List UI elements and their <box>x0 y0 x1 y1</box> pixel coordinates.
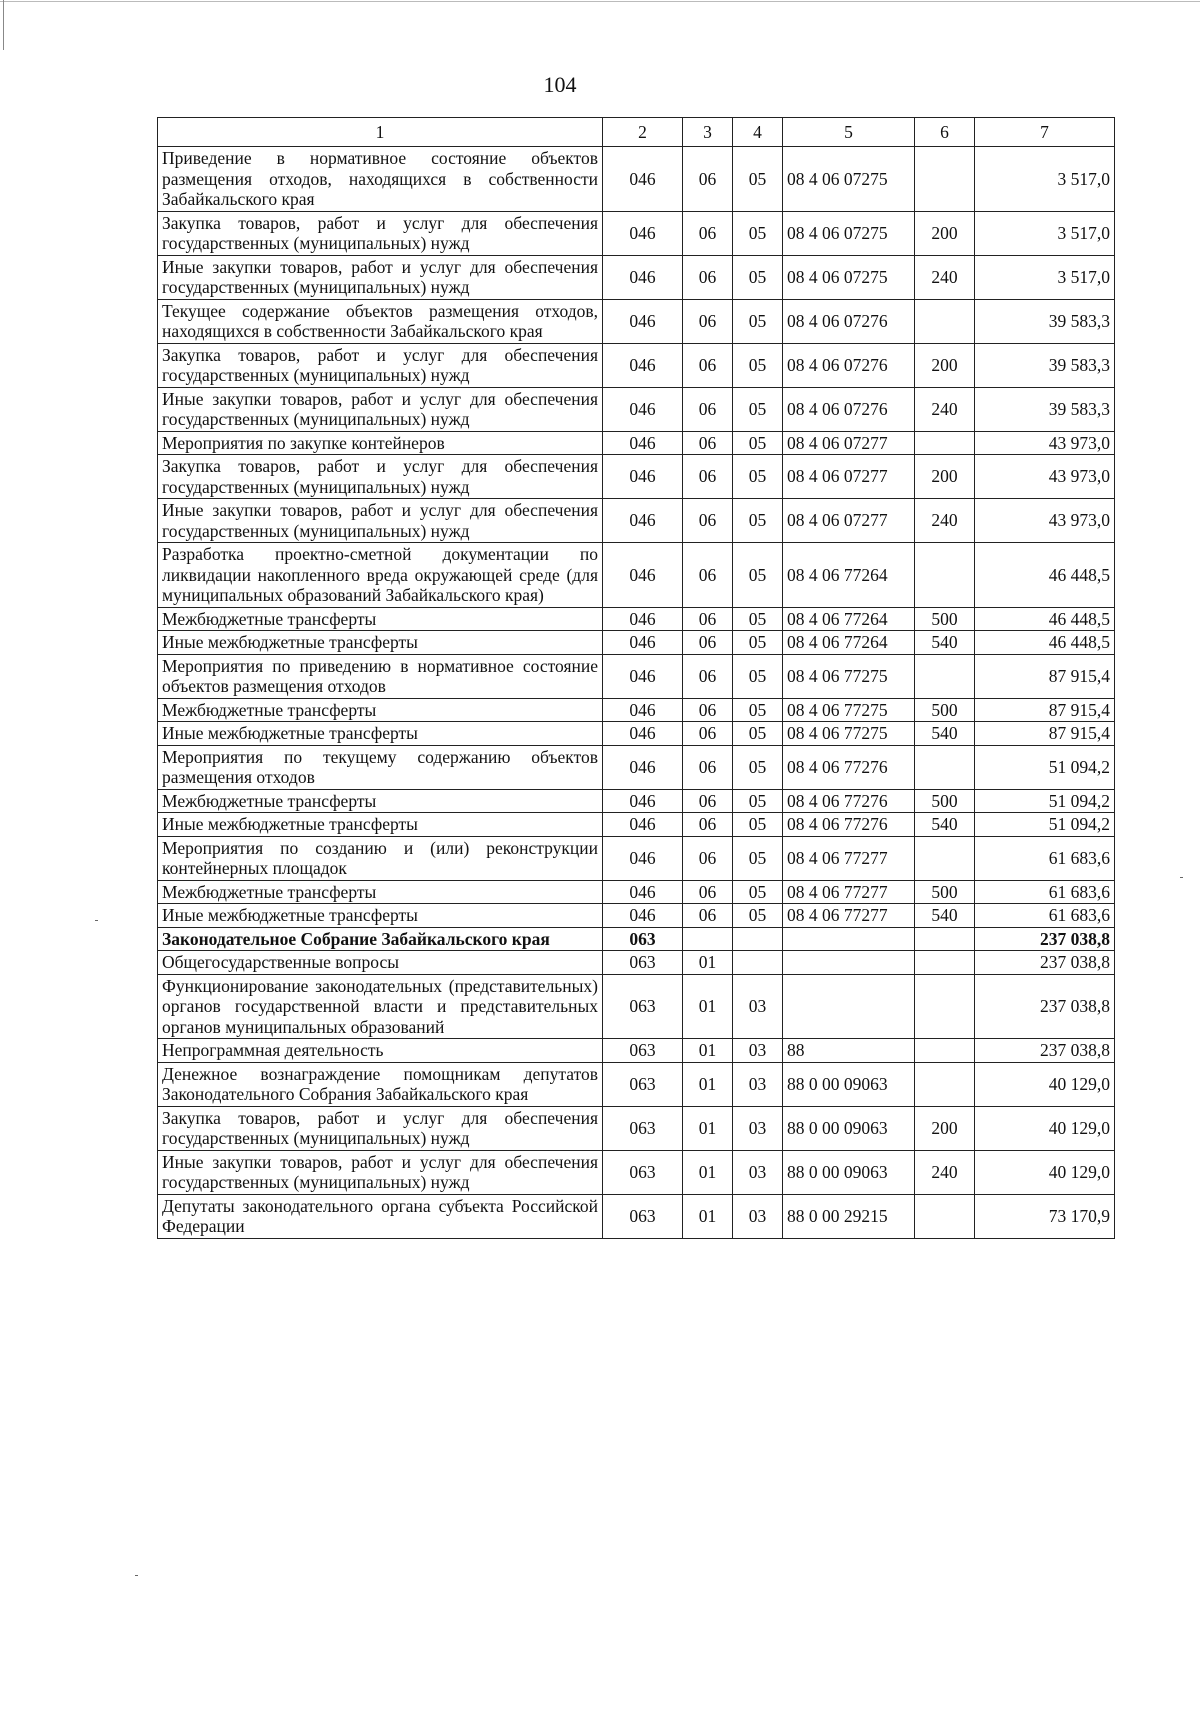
subsection-code-cell: 05 <box>733 211 783 255</box>
expense-type-cell <box>915 543 975 608</box>
table-row <box>158 211 1115 255</box>
subsection-code-cell: 03 <box>733 974 783 1039</box>
expense-type-cell <box>915 745 975 789</box>
admin-code-cell: 046 <box>603 431 683 455</box>
expense-type-cell <box>915 927 975 951</box>
row-name-cell: Иные закупки товаров, работ и услуг для обеспечения государственных (муниципальных) нужд <box>158 387 603 431</box>
row-name-cell: Функционирование законодательных (представительных) органов государственной власти и представительных органов муниципальных образований <box>158 974 603 1039</box>
row-name-cell: Разработка проектно-сметной документации по ликвидации накопленного вреда окружающей среде (для муниципальных образований Забайкальского края) <box>158 543 603 608</box>
section-code-cell: 06 <box>683 255 733 299</box>
target-article-cell: 08 4 06 77264 <box>783 543 915 608</box>
subsection-code-cell: 05 <box>733 631 783 655</box>
target-article-cell: 88 0 00 09063 <box>783 1062 915 1106</box>
row-name-cell: Текущее содержание объектов размещения отходов, находящихся в собственности Забайкальского края <box>158 299 603 343</box>
section-code-cell: 06 <box>683 904 733 928</box>
expense-type-cell: 540 <box>915 813 975 837</box>
section-code-cell: 06 <box>683 722 733 746</box>
target-article-cell: 08 4 06 77277 <box>783 836 915 880</box>
section-code-cell: 06 <box>683 499 733 543</box>
target-article-cell: 08 4 06 07275 <box>783 255 915 299</box>
subsection-code-cell: 05 <box>733 904 783 928</box>
subsection-code-cell: 03 <box>733 1039 783 1063</box>
amount-cell: 237 038,8 <box>975 974 1115 1039</box>
section-code-cell: 06 <box>683 789 733 813</box>
expense-type-cell: 200 <box>915 455 975 499</box>
table-row <box>158 455 1115 499</box>
scan-speck <box>1180 877 1183 878</box>
admin-code-cell: 063 <box>603 951 683 975</box>
target-article-cell <box>783 974 915 1039</box>
admin-code-cell: 046 <box>603 543 683 608</box>
subsection-code-cell: 05 <box>733 607 783 631</box>
target-article-cell: 08 4 06 07276 <box>783 343 915 387</box>
target-article-cell <box>783 927 915 951</box>
row-name-cell: Иные закупки товаров, работ и услуг для обеспечения государственных (муниципальных) нужд <box>158 255 603 299</box>
amount-cell: 40 129,0 <box>975 1062 1115 1106</box>
expense-type-cell <box>915 431 975 455</box>
admin-code-cell: 063 <box>603 1062 683 1106</box>
admin-code-cell: 046 <box>603 722 683 746</box>
expense-type-cell <box>915 1062 975 1106</box>
amount-cell: 39 583,3 <box>975 387 1115 431</box>
target-article-cell: 08 4 06 77276 <box>783 745 915 789</box>
amount-cell: 61 683,6 <box>975 880 1115 904</box>
table-row <box>158 927 1115 951</box>
admin-code-cell: 046 <box>603 299 683 343</box>
table-row <box>158 343 1115 387</box>
table-row <box>158 789 1115 813</box>
subsection-code-cell: 03 <box>733 1194 783 1238</box>
table-row <box>158 1039 1115 1063</box>
section-code-cell: 01 <box>683 1194 733 1238</box>
admin-code-cell: 063 <box>603 974 683 1039</box>
target-article-cell: 08 4 06 07276 <box>783 387 915 431</box>
amount-cell: 61 683,6 <box>975 904 1115 928</box>
section-code-cell: 01 <box>683 1062 733 1106</box>
subsection-code-cell: 05 <box>733 343 783 387</box>
admin-code-cell: 063 <box>603 1039 683 1063</box>
row-name-cell: Мероприятия по приведению в нормативное состояние объектов размещения отходов <box>158 654 603 698</box>
subsection-code-cell: 05 <box>733 698 783 722</box>
expense-type-cell: 240 <box>915 255 975 299</box>
admin-code-cell: 046 <box>603 343 683 387</box>
section-code-cell: 01 <box>683 1039 733 1063</box>
admin-code-cell: 046 <box>603 698 683 722</box>
table-row <box>158 722 1115 746</box>
amount-cell: 51 094,2 <box>975 745 1115 789</box>
section-code-cell: 01 <box>683 1106 733 1150</box>
admin-code-cell: 046 <box>603 836 683 880</box>
page-number: 104 <box>543 72 577 97</box>
amount-cell: 87 915,4 <box>975 722 1115 746</box>
table-row <box>158 745 1115 789</box>
admin-code-cell: 046 <box>603 813 683 837</box>
section-code-cell <box>683 927 733 951</box>
row-name-cell: Законодательное Собрание Забайкальского края <box>158 927 603 951</box>
subsection-code-cell: 05 <box>733 789 783 813</box>
admin-code-cell: 046 <box>603 745 683 789</box>
amount-cell: 51 094,2 <box>975 813 1115 837</box>
row-name-cell: Мероприятия по созданию и (или) реконструкции контейнерных площадок <box>158 836 603 880</box>
expense-type-cell <box>915 951 975 975</box>
target-article-cell: 08 4 06 07275 <box>783 147 915 212</box>
row-name-cell: Закупка товаров, работ и услуг для обеспечения государственных (муниципальных) нужд <box>158 343 603 387</box>
target-article-cell: 08 4 06 07277 <box>783 455 915 499</box>
table-row <box>158 813 1115 837</box>
section-code-cell: 06 <box>683 387 733 431</box>
amount-cell: 61 683,6 <box>975 836 1115 880</box>
subsection-code-cell: 05 <box>733 880 783 904</box>
section-code-cell: 06 <box>683 698 733 722</box>
row-name-cell: Межбюджетные трансферты <box>158 607 603 631</box>
section-code-cell: 06 <box>683 455 733 499</box>
target-article-cell: 08 4 06 77277 <box>783 904 915 928</box>
section-code-cell: 06 <box>683 607 733 631</box>
subsection-code-cell: 05 <box>733 387 783 431</box>
amount-cell: 237 038,8 <box>975 927 1115 951</box>
expense-type-cell: 500 <box>915 607 975 631</box>
amount-cell: 3 517,0 <box>975 255 1115 299</box>
subsection-code-cell: 05 <box>733 543 783 608</box>
column-header-3: 3 <box>683 118 733 147</box>
section-code-cell: 06 <box>683 431 733 455</box>
expense-type-cell <box>915 1039 975 1063</box>
section-code-cell: 06 <box>683 654 733 698</box>
subsection-code-cell: 05 <box>733 654 783 698</box>
target-article-cell: 08 4 06 77275 <box>783 722 915 746</box>
expense-type-cell: 200 <box>915 211 975 255</box>
scan-edge-left <box>3 0 4 50</box>
subsection-code-cell: 05 <box>733 431 783 455</box>
section-code-cell: 01 <box>683 1150 733 1194</box>
expense-type-cell <box>915 654 975 698</box>
target-article-cell: 08 4 06 07275 <box>783 211 915 255</box>
target-article-cell: 08 4 06 77277 <box>783 880 915 904</box>
table-row <box>158 951 1115 975</box>
section-code-cell: 06 <box>683 631 733 655</box>
section-code-cell: 06 <box>683 211 733 255</box>
expense-type-cell: 500 <box>915 698 975 722</box>
row-name-cell: Межбюджетные трансферты <box>158 880 603 904</box>
target-article-cell: 88 0 00 29215 <box>783 1194 915 1238</box>
row-name-cell: Депутаты законодательного органа субъекта Российской Федерации <box>158 1194 603 1238</box>
table-row <box>158 1062 1115 1106</box>
expense-type-cell: 200 <box>915 343 975 387</box>
amount-cell: 40 129,0 <box>975 1150 1115 1194</box>
admin-code-cell: 063 <box>603 927 683 951</box>
table-row <box>158 631 1115 655</box>
amount-cell: 46 448,5 <box>975 631 1115 655</box>
row-name-cell: Общегосударственные вопросы <box>158 951 603 975</box>
table-row <box>158 1106 1115 1150</box>
subsection-code-cell <box>733 951 783 975</box>
target-article-cell: 08 4 06 77275 <box>783 698 915 722</box>
section-code-cell: 01 <box>683 951 733 975</box>
amount-cell: 39 583,3 <box>975 343 1115 387</box>
admin-code-cell: 046 <box>603 904 683 928</box>
target-article-cell: 08 4 06 07277 <box>783 499 915 543</box>
target-article-cell: 08 4 06 77275 <box>783 654 915 698</box>
column-header-1: 1 <box>158 118 603 147</box>
amount-cell: 39 583,3 <box>975 299 1115 343</box>
subsection-code-cell: 05 <box>733 722 783 746</box>
amount-cell: 43 973,0 <box>975 499 1115 543</box>
subsection-code-cell: 05 <box>733 255 783 299</box>
admin-code-cell: 046 <box>603 255 683 299</box>
subsection-code-cell: 03 <box>733 1106 783 1150</box>
column-number-row <box>158 118 1115 147</box>
row-name-cell: Мероприятия по текущему содержанию объектов размещения отходов <box>158 745 603 789</box>
amount-cell: 51 094,2 <box>975 789 1115 813</box>
admin-code-cell: 046 <box>603 211 683 255</box>
row-name-cell: Иные межбюджетные трансферты <box>158 631 603 655</box>
column-header-4: 4 <box>733 118 783 147</box>
target-article-cell: 08 4 06 77264 <box>783 631 915 655</box>
amount-cell: 46 448,5 <box>975 607 1115 631</box>
table-body <box>158 147 1115 1239</box>
table-row <box>158 880 1115 904</box>
expense-type-cell <box>915 299 975 343</box>
admin-code-cell: 046 <box>603 654 683 698</box>
row-name-cell: Иные межбюджетные трансферты <box>158 904 603 928</box>
target-article-cell: 08 4 06 77276 <box>783 813 915 837</box>
subsection-code-cell <box>733 927 783 951</box>
scan-edge-top <box>0 1 1200 2</box>
target-article-cell: 08 4 06 77264 <box>783 607 915 631</box>
table-row <box>158 1150 1115 1194</box>
table-row <box>158 904 1115 928</box>
row-name-cell: Иные межбюджетные трансферты <box>158 813 603 837</box>
table-row <box>158 654 1115 698</box>
column-header-6: 6 <box>915 118 975 147</box>
scan-speck <box>95 920 98 921</box>
row-name-cell: Межбюджетные трансферты <box>158 789 603 813</box>
section-code-cell: 06 <box>683 836 733 880</box>
amount-cell: 237 038,8 <box>975 951 1115 975</box>
expense-type-cell <box>915 147 975 212</box>
subsection-code-cell: 03 <box>733 1150 783 1194</box>
table-row <box>158 431 1115 455</box>
admin-code-cell: 063 <box>603 1106 683 1150</box>
amount-cell: 3 517,0 <box>975 211 1115 255</box>
subsection-code-cell: 05 <box>733 147 783 212</box>
scan-speck <box>135 1575 138 1576</box>
table-row <box>158 698 1115 722</box>
target-article-cell: 88 0 00 09063 <box>783 1150 915 1194</box>
row-name-cell: Межбюджетные трансферты <box>158 698 603 722</box>
expense-type-cell: 500 <box>915 789 975 813</box>
row-name-cell: Закупка товаров, работ и услуг для обеспечения государственных (муниципальных) нужд <box>158 1106 603 1150</box>
admin-code-cell: 046 <box>603 789 683 813</box>
expense-type-cell <box>915 836 975 880</box>
admin-code-cell: 046 <box>603 387 683 431</box>
admin-code-cell: 046 <box>603 147 683 212</box>
table-row <box>158 255 1115 299</box>
table-row <box>158 543 1115 608</box>
admin-code-cell: 046 <box>603 631 683 655</box>
section-code-cell: 06 <box>683 745 733 789</box>
expense-type-cell: 240 <box>915 387 975 431</box>
table-row <box>158 836 1115 880</box>
subsection-code-cell: 05 <box>733 299 783 343</box>
admin-code-cell: 046 <box>603 880 683 904</box>
table-row <box>158 607 1115 631</box>
amount-cell: 237 038,8 <box>975 1039 1115 1063</box>
admin-code-cell: 046 <box>603 607 683 631</box>
row-name-cell: Закупка товаров, работ и услуг для обеспечения государственных (муниципальных) нужд <box>158 455 603 499</box>
expense-type-cell: 540 <box>915 904 975 928</box>
subsection-code-cell: 05 <box>733 836 783 880</box>
admin-code-cell: 063 <box>603 1194 683 1238</box>
row-name-cell: Иные закупки товаров, работ и услуг для обеспечения государственных (муниципальных) нужд <box>158 499 603 543</box>
expense-type-cell <box>915 1194 975 1238</box>
target-article-cell: 08 4 06 77276 <box>783 789 915 813</box>
row-name-cell: Денежное вознаграждение помощникам депутатов Законодательного Собрания Забайкальского края <box>158 1062 603 1106</box>
target-article-cell: 08 4 06 07276 <box>783 299 915 343</box>
table-row <box>158 974 1115 1039</box>
amount-cell: 40 129,0 <box>975 1106 1115 1150</box>
section-code-cell: 06 <box>683 543 733 608</box>
expense-type-cell: 200 <box>915 1106 975 1150</box>
table-row <box>158 387 1115 431</box>
table-row <box>158 1194 1115 1238</box>
expense-type-cell: 540 <box>915 722 975 746</box>
target-article-cell: 88 0 00 09063 <box>783 1106 915 1150</box>
amount-cell: 46 448,5 <box>975 543 1115 608</box>
admin-code-cell: 063 <box>603 1150 683 1194</box>
section-code-cell: 06 <box>683 813 733 837</box>
table-row <box>158 147 1115 212</box>
amount-cell: 3 517,0 <box>975 147 1115 212</box>
table-row <box>158 299 1115 343</box>
column-header-2: 2 <box>603 118 683 147</box>
section-code-cell: 06 <box>683 147 733 212</box>
target-article-cell: 88 <box>783 1039 915 1063</box>
admin-code-cell: 046 <box>603 455 683 499</box>
table-row <box>158 499 1115 543</box>
column-header-5: 5 <box>783 118 915 147</box>
expense-type-cell: 240 <box>915 1150 975 1194</box>
admin-code-cell: 046 <box>603 499 683 543</box>
row-name-cell: Непрограммная деятельность <box>158 1039 603 1063</box>
section-code-cell: 06 <box>683 880 733 904</box>
row-name-cell: Иные закупки товаров, работ и услуг для обеспечения государственных (муниципальных) нужд <box>158 1150 603 1194</box>
row-name-cell: Иные межбюджетные трансферты <box>158 722 603 746</box>
expense-type-cell: 540 <box>915 631 975 655</box>
section-code-cell: 06 <box>683 299 733 343</box>
amount-cell: 87 915,4 <box>975 654 1115 698</box>
amount-cell: 43 973,0 <box>975 431 1115 455</box>
amount-cell: 73 170,9 <box>975 1194 1115 1238</box>
row-name-cell: Закупка товаров, работ и услуг для обеспечения государственных (муниципальных) нужд <box>158 211 603 255</box>
subsection-code-cell: 05 <box>733 499 783 543</box>
amount-cell: 43 973,0 <box>975 455 1115 499</box>
target-article-cell: 08 4 06 07277 <box>783 431 915 455</box>
row-name-cell: Мероприятия по закупке контейнеров <box>158 431 603 455</box>
expense-type-cell: 500 <box>915 880 975 904</box>
row-name-cell: Приведение в нормативное состояние объектов размещения отходов, находящихся в собственности Забайкальского края <box>158 147 603 212</box>
subsection-code-cell: 05 <box>733 455 783 499</box>
subsection-code-cell: 05 <box>733 745 783 789</box>
expense-type-cell: 240 <box>915 499 975 543</box>
column-header-7: 7 <box>975 118 1115 147</box>
expense-type-cell <box>915 974 975 1039</box>
target-article-cell <box>783 951 915 975</box>
subsection-code-cell: 05 <box>733 813 783 837</box>
section-code-cell: 01 <box>683 974 733 1039</box>
section-code-cell: 06 <box>683 343 733 387</box>
budget-table <box>157 117 1115 1239</box>
subsection-code-cell: 03 <box>733 1062 783 1106</box>
amount-cell: 87 915,4 <box>975 698 1115 722</box>
